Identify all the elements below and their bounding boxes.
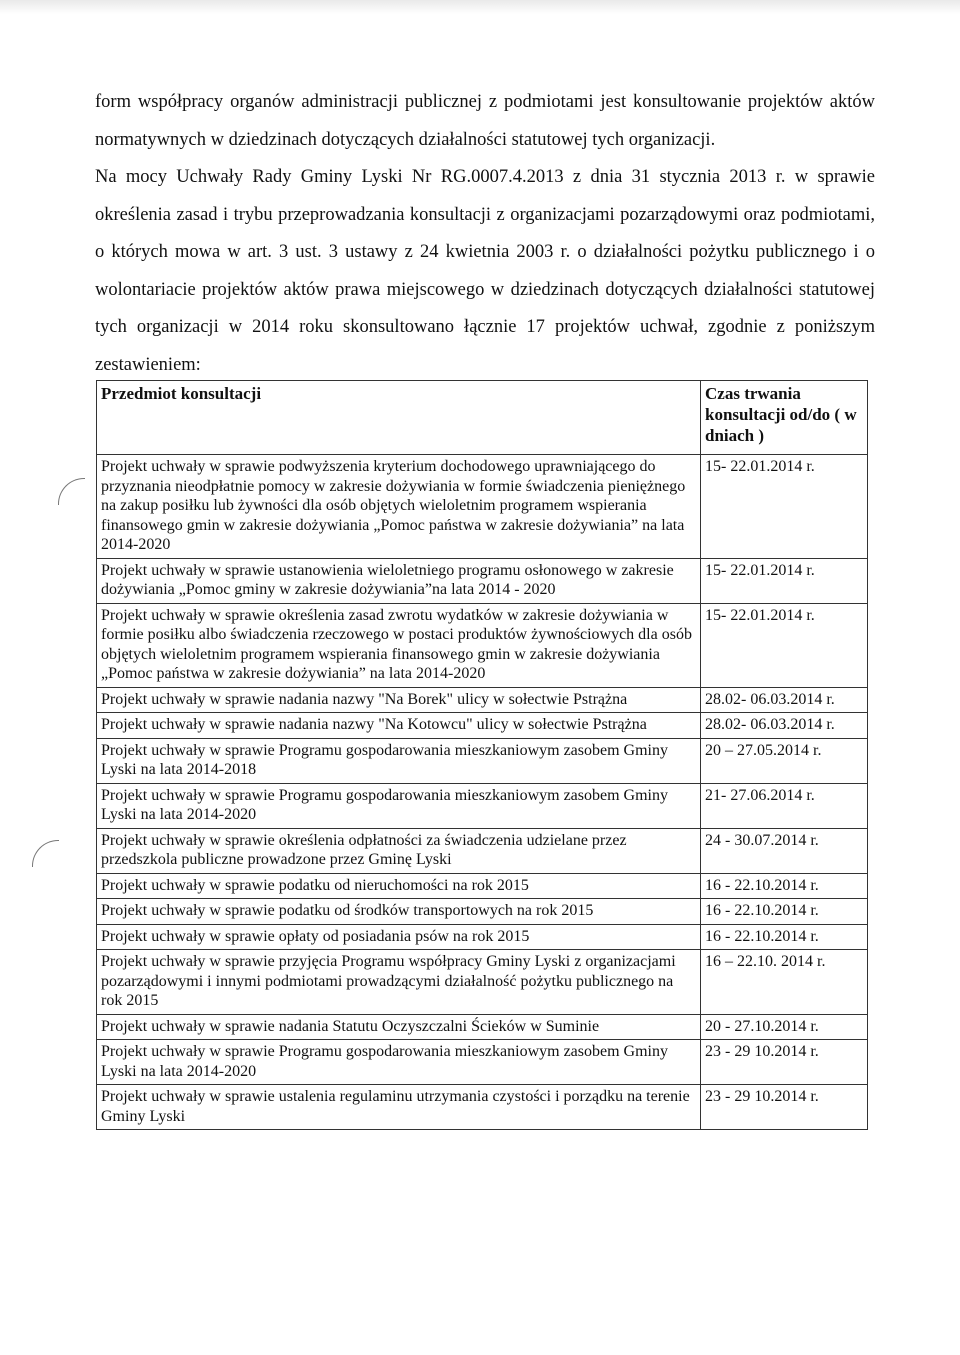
table-row xyxy=(97,924,868,950)
time-cell: 15- 22.01.2014 r. xyxy=(701,455,868,559)
subject-cell: Projekt uchwały w sprawie przyjęcia Programu współpracy Gminy Lyski z organizacjami pozarządowymi i innymi podmiotami prowadzącymi działalność pożytku publicznego na rok 2015 xyxy=(97,950,701,1015)
subject-cell: Projekt uchwały w sprawie opłaty od posiadania psów na rok 2015 xyxy=(97,924,701,950)
time-cell: 16 - 22.10.2014 r. xyxy=(701,873,868,899)
table-row xyxy=(97,558,868,603)
time-cell: 28.02- 06.03.2014 r. xyxy=(701,713,868,739)
subject-cell: Projekt uchwały w sprawie nadania nazwy "Na Kotowcu" ulicy w sołectwie Pstrążna xyxy=(97,713,701,739)
time-cell: 20 - 27.10.2014 r. xyxy=(701,1014,868,1040)
table-row xyxy=(97,687,868,713)
table-row xyxy=(97,738,868,783)
subject-cell: Projekt uchwały w sprawie określenia odpłatności za świadczenia udzielane przez przedszkola publiczne prowadzone przez Gminę Lyski xyxy=(97,828,701,873)
subject-cell: Projekt uchwały w sprawie nadania nazwy "Na Borek" ulicy w sołectwie Pstrążna xyxy=(97,687,701,713)
time-cell: 15- 22.01.2014 r. xyxy=(701,558,868,603)
subject-cell: Projekt uchwały w sprawie określenia zasad zwrotu wydatków w zakresie dożywiania w formie posiłku albo świadczenia rzeczowego w postaci produktów żywnościowych dla osób objętych wieloletnim programem wspierania finansowego gmin w zakresie dożywiania „Pomoc państwa w zakresie dożywiania” na lata 2014-2020 xyxy=(97,603,701,687)
subject-cell: Projekt uchwały w sprawie Programu gospodarowania mieszkaniowym zasobem Gminy Lyski na lata 2014-2020 xyxy=(97,1040,701,1085)
time-cell: 15- 22.01.2014 r. xyxy=(701,603,868,687)
time-cell: 16 – 22.10. 2014 r. xyxy=(701,950,868,1015)
table-row xyxy=(97,455,868,559)
intro-line: form współpracy organów administracji publicznej z podmiotami jest konsultowanie projektów aktów normatywnych w dziedzinach dotyczących działalności statutowej tych organizacji. xyxy=(95,92,875,150)
scan-top-edge xyxy=(0,0,960,14)
subject-cell: Projekt uchwały w sprawie ustalenia regulaminu utrzymania czystości i porządku na terenie Gminy Lyski xyxy=(97,1085,701,1130)
consultations-table xyxy=(96,380,868,1130)
intro-line: Na mocy Uchwały Rady Gminy Lyski Nr RG.0007.4.2013 z dnia 31 stycznia 2013 r. w sprawie określenia zasad i trybu przeprowadzania konsultacji z organizacjami pozarządowymi oraz podmiotami, o których mowa w art. 3 ust. 3 ustawy z 24 kwietnia 2003 r. o działalności pożytku publicznego i o wolontariacie projektów aktów prawa miejscowego w dziedzinach dotyczących działalności statutowej tych organizacji w 2014 roku skonsultowano łącznie 17 projektów uchwał, zgodnie z poniższym zestawieniem: xyxy=(95,167,875,375)
table-row xyxy=(97,899,868,925)
subject-cell: Projekt uchwały w sprawie Programu gospodarowania mieszkaniowym zasobem Gminy Lyski na lata 2014-2018 xyxy=(97,738,701,783)
table-head xyxy=(97,381,868,455)
subject-cell: Projekt uchwały w sprawie podatku od nieruchomości na rok 2015 xyxy=(97,873,701,899)
table-body xyxy=(97,455,868,1130)
margin-punch-mark xyxy=(58,478,85,505)
table-row xyxy=(97,1040,868,1085)
table-row xyxy=(97,950,868,1015)
time-cell: 23 - 29 10.2014 r. xyxy=(701,1040,868,1085)
table-row xyxy=(97,603,868,687)
header-subject: Przedmiot konsultacji xyxy=(97,381,701,455)
table-row xyxy=(97,713,868,739)
subject-cell: Projekt uchwały w sprawie ustanowienia wieloletniego programu osłonowego w zakresie dożywiania „Pomoc gminy w zakresie dożywiania”na lata 2014 - 2020 xyxy=(97,558,701,603)
time-cell: 23 - 29 10.2014 r. xyxy=(701,1085,868,1130)
intro-paragraph xyxy=(95,84,875,384)
subject-cell: Projekt uchwały w sprawie podatku od środków transportowych na rok 2015 xyxy=(97,899,701,925)
table-row xyxy=(97,1014,868,1040)
time-cell: 24 - 30.07.2014 r. xyxy=(701,828,868,873)
margin-punch-mark xyxy=(32,840,59,867)
table-row xyxy=(97,873,868,899)
table-row xyxy=(97,828,868,873)
time-cell: 20 – 27.05.2014 r. xyxy=(701,738,868,783)
time-cell: 21- 27.06.2014 r. xyxy=(701,783,868,828)
subject-cell: Projekt uchwały w sprawie nadania Statutu Oczyszczalni Ścieków w Suminie xyxy=(97,1014,701,1040)
time-cell: 16 - 22.10.2014 r. xyxy=(701,899,868,925)
subject-cell: Projekt uchwały w sprawie podwyższenia kryterium dochodowego uprawniającego do przyznania nieodpłatnie pomocy w zakresie dożywiania w formie świadczenia pieniężnego na zakup posiłku lub żywności dla osób objętych wieloletnim programem wspierania finansowego gmin w zakresie dożywiania „Pomoc państwa w zakresie dożywiania” na lata 2014-2020 xyxy=(97,455,701,559)
header-time: Czas trwania konsultacji od/do ( w dniach ) xyxy=(701,381,868,455)
time-cell: 16 - 22.10.2014 r. xyxy=(701,924,868,950)
table-header-row xyxy=(97,381,868,455)
table-row xyxy=(97,1085,868,1130)
table-row xyxy=(97,783,868,828)
time-cell: 28.02- 06.03.2014 r. xyxy=(701,687,868,713)
subject-cell: Projekt uchwały w sprawie Programu gospodarowania mieszkaniowym zasobem Gminy Lyski na lata 2014-2020 xyxy=(97,783,701,828)
